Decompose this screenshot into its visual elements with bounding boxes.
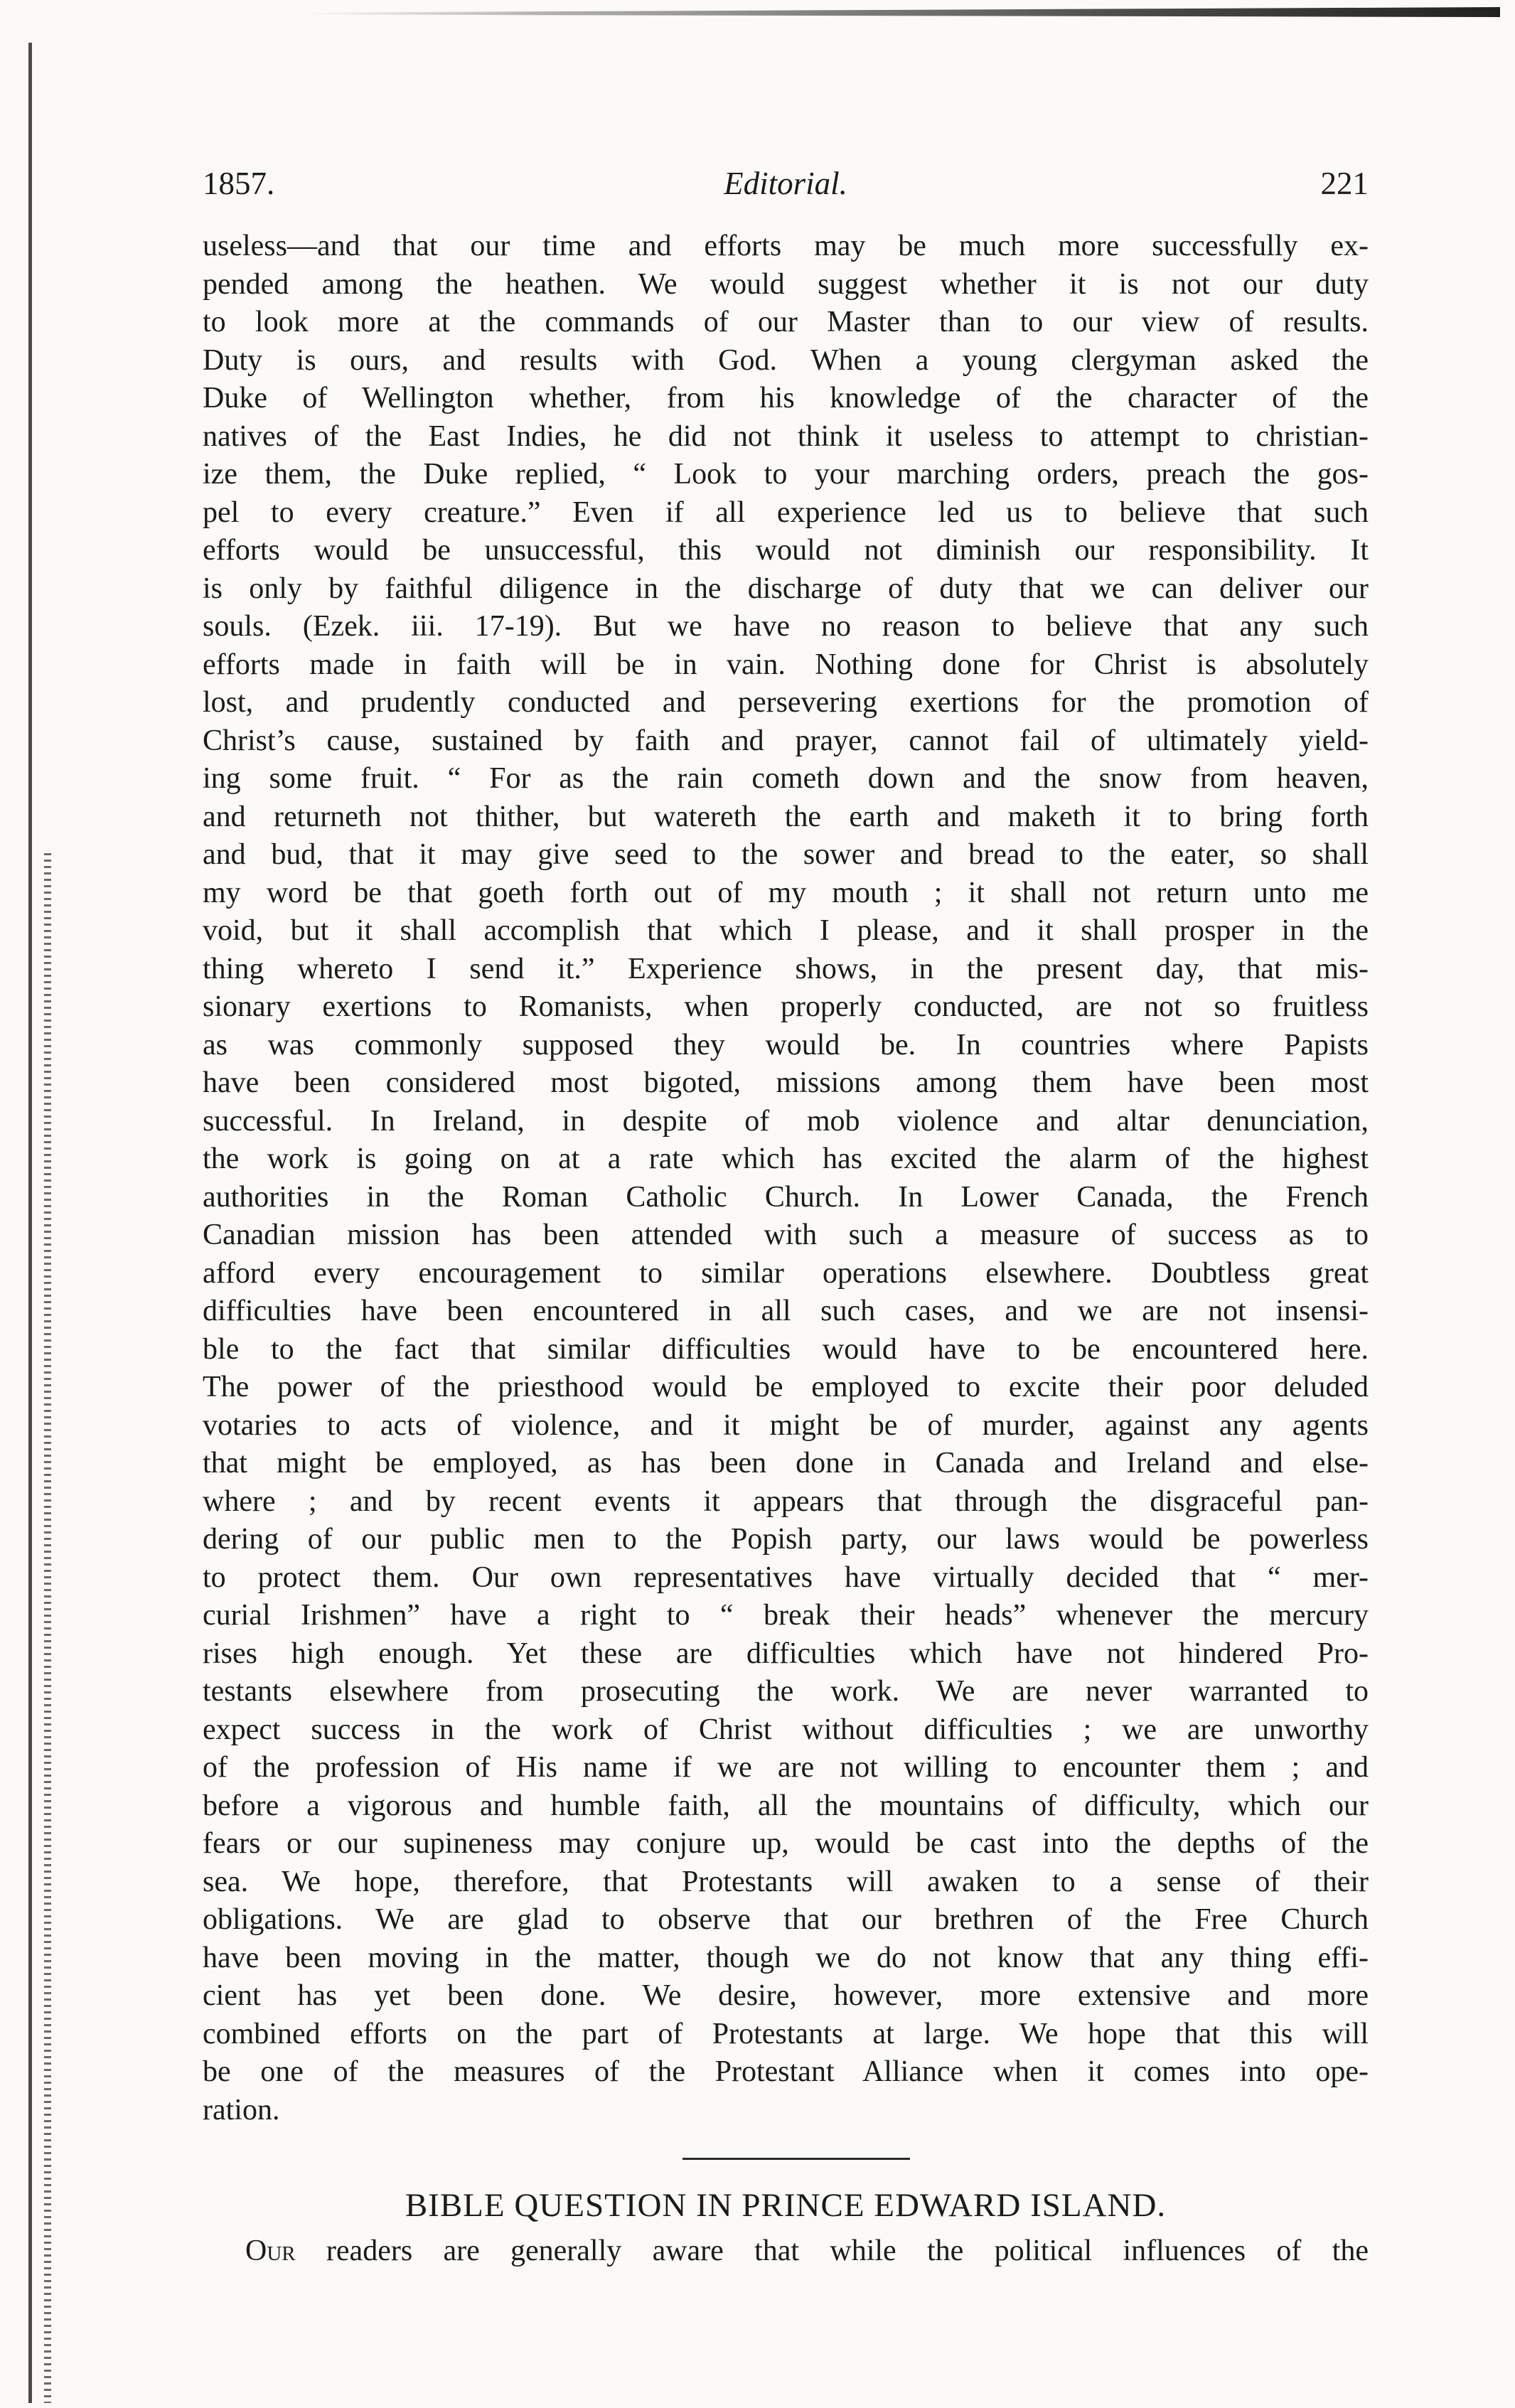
text-line: have been moving in the matter, though we do not know that any thing effi-: [203, 1941, 1369, 1974]
text-line: be one of the measures of the Protestant Alliance when it comes into ope-: [203, 2055, 1369, 2088]
text-line: where ; and by recent events it appears that through the disgraceful pan-: [203, 1484, 1369, 1518]
text-line: is only by faithful diligence in the discharge of duty that we can deliver our: [203, 572, 1369, 605]
text-line: ble to the fact that similar difficulties would have to be encountered here.: [203, 1332, 1369, 1366]
text-line: Duke of Wellington whether, from his knowledge of the character of the: [203, 382, 1369, 414]
binding-stitching: [44, 853, 51, 2403]
text-line: votaries to acts of violence, and it might be of murder, against any agents: [203, 1408, 1369, 1442]
text-line: combined efforts on the part of Protestants at large. We hope that this will: [203, 2017, 1369, 2050]
text-line: dering of our public men to the Popish party, our laws would be powerless: [203, 1523, 1369, 1556]
text-line: that might be employed, as has been done in Canada and Ireland and else-: [203, 1447, 1369, 1479]
text-line: ration.: [203, 2093, 280, 2126]
text-line: before a vigorous and humble faith, all the mountains of difficulty, which our: [203, 1789, 1369, 1822]
lead-text: readers are generally aware that while the political influences of the: [326, 2235, 1369, 2267]
section-title: BIBLE QUESTION IN PRINCE EDWARD ISLAND.: [405, 2187, 1167, 2224]
text-line: rises high enough. Yet these are difficulties which have not hindered Pro-: [203, 1637, 1369, 1670]
text-line: successful. In Ireland, in despite of mob violence and altar denunciation,: [203, 1104, 1369, 1138]
article-body: [203, 228, 1369, 2129]
text-line: Duty is ours, and results with God. When a young clergyman asked the: [203, 343, 1369, 377]
text-line: The power of the priesthood would be employed to excite their poor deluded: [203, 1371, 1369, 1403]
text-line: to look more at the commands of our Master than to our view of results.: [203, 306, 1369, 338]
text-line: and bud, that it may give seed to the sower and bread to the eater, so shall: [203, 838, 1369, 871]
text-line: and returneth not thither, but watereth the earth and maketh it to bring forth: [203, 800, 1369, 833]
text-line: expect success in the work of Christ without difficulties ; we are unworthy: [203, 1713, 1369, 1746]
text-line: thing whereto I send it.” Experience shows, in the present day, that mis-: [203, 952, 1369, 985]
text-line: as was commonly supposed they would be. In countries where Papists: [203, 1028, 1369, 1061]
dropcap-word: Our: [245, 2235, 296, 2267]
text-line: sionary exertions to Romanists, when properly conducted, are not so fruitless: [203, 990, 1369, 1023]
text-line: natives of the East Indies, he did not think it useless to attempt to christian-: [203, 419, 1369, 453]
header-year: 1857.: [203, 166, 275, 201]
page-binding-edge: [21, 43, 64, 2403]
text-line: void, but it shall accomplish that which I please, and it shall prosper in the: [203, 914, 1369, 947]
text-line: authorities in the Roman Catholic Church. In Lower Canada, the French: [203, 1180, 1369, 1214]
text-line: of the profession of His name if we are not willing to encounter them ; and: [203, 1751, 1369, 1784]
text-line: souls. (Ezek. iii. 17-19). But we have no reason to believe that any such: [203, 610, 1369, 643]
text-line: Canadian mission has been attended with such a measure of success as to: [203, 1219, 1369, 1251]
text-line: useless—and that our time and efforts may be much more successfully ex-: [203, 230, 1369, 262]
text-line: cient has yet been done. We desire, however, more extensive and more: [203, 1979, 1369, 2012]
text-line: difficulties have been encountered in all such cases, and we are not insensi-: [203, 1295, 1369, 1327]
text-line: my word be that goeth forth out of my mouth ; it shall not return unto me: [203, 876, 1369, 909]
text-line: pel to every creature.” Even if all experience led us to believe that such: [203, 496, 1369, 529]
running-header: [203, 165, 1369, 208]
section-lead-line: [245, 2231, 1369, 2271]
text-line: fears or our supineness may conjure up, would be cast into the depths of the: [203, 1827, 1369, 1860]
text-line: efforts would be unsuccessful, this would not diminish our responsibility. It: [203, 534, 1369, 567]
header-title: Editorial.: [724, 166, 847, 201]
text-line: have been considered most bigoted, missions among them have been most: [203, 1066, 1369, 1099]
binding-line: [28, 43, 32, 2403]
text-line: the work is going on at a rate which has excited the alarm of the highest: [203, 1143, 1369, 1175]
text-line: testants elsewhere from prosecuting the work. We are never warranted to: [203, 1675, 1369, 1708]
section-divider: [682, 2158, 910, 2160]
text-line: to protect them. Our own representatives have virtually decided that “ mer-: [203, 1561, 1369, 1594]
text-line: curial Irishmen” have a right to “ break their heads” whenever the mercury: [203, 1599, 1369, 1632]
top-edge-rule: [306, 7, 1500, 17]
text-line: ize them, the Duke replied, “ Look to your marching orders, preach the gos-: [203, 458, 1369, 491]
text-line: pended among the heathen. We would suggest whether it is not our duty: [203, 267, 1369, 301]
text-line: ing some fruit. “ For as the rain cometh down and the snow from heaven,: [203, 762, 1369, 795]
text-line: obligations. We are glad to observe that our brethren of the Free Church: [203, 1903, 1369, 1936]
text-line: afford every encouragement to similar operations elsewhere. Doubtless great: [203, 1256, 1369, 1290]
text-line: Christ’s cause, sustained by faith and prayer, cannot fail of ultimately yield-: [203, 724, 1369, 757]
text-line: lost, and prudently conducted and persevering exertions for the promotion of: [203, 686, 1369, 719]
text-line: efforts made in faith will be in vain. Nothing done for Christ is absolutely: [203, 648, 1369, 681]
text-line: sea. We hope, therefore, that Protestants will awaken to a sense of their: [203, 1865, 1369, 1898]
page-number: 221: [1320, 166, 1369, 201]
